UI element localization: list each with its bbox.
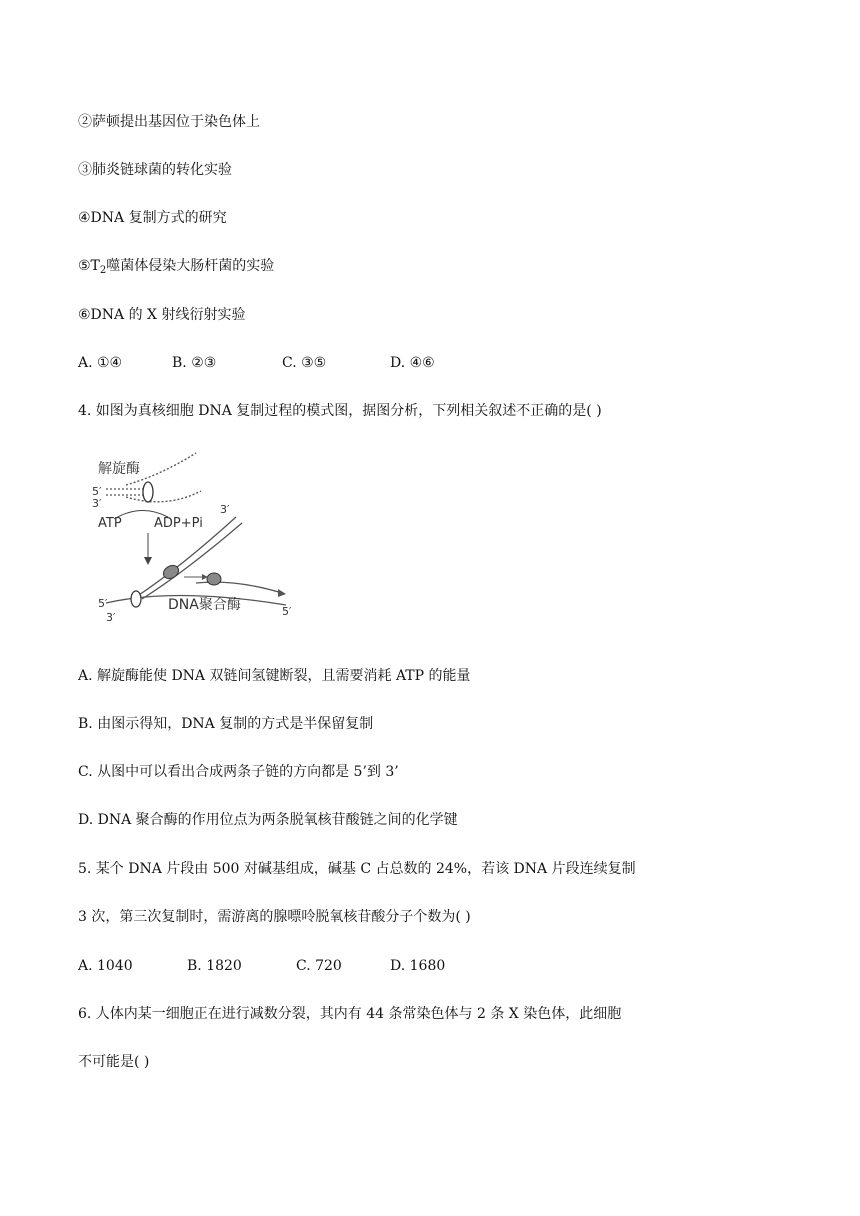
helicase-label: 解旋酶 xyxy=(98,461,140,477)
polymerase-label: DNA聚合酶 xyxy=(168,597,241,613)
statement-2: ②萨顿提出基因位于染色体上 xyxy=(78,114,260,130)
q5-option-c: C. 720 xyxy=(296,958,342,974)
q6-stem-line1: 6. 人体内某一细胞正在进行减数分裂，其内有 44 条常染色体与 2 条 X 染色体，此细胞 xyxy=(78,1006,622,1022)
template-strand-lower xyxy=(126,491,201,502)
polymerase-lower xyxy=(207,573,221,585)
adp-pi-label: ADP+Pi xyxy=(154,516,203,531)
statement-5-subscript: 2 xyxy=(99,265,107,276)
q5-stem-line1: 5. 某个 DNA 片段由 500 对碱基组成，碱基 C 占总数的 24%，若该 DNA 片段连续复制 xyxy=(78,861,636,877)
q3-option-b: B. ②③ xyxy=(172,355,217,371)
q4-stem: 4. 如图为真核细胞 DNA 复制过程的模式图，据图分析，下列相关叙述不正确的是( ) xyxy=(78,403,602,419)
statement-5-prefix: ⑤T xyxy=(78,258,100,274)
q5-stem-line2: 3 次，第三次复制时，需游离的腺嘌呤脱氧核苷酸分子个数为( ) xyxy=(78,909,471,925)
statement-4: ④DNA 复制方式的研究 xyxy=(78,210,227,226)
q5-option-d: D. 1680 xyxy=(390,958,446,974)
label-3prime-bottom: 3′ xyxy=(106,611,116,624)
label-5prime-bottom: 5′ xyxy=(98,597,108,610)
leading-daughter xyxy=(142,523,242,599)
q3-option-a: A. ①④ xyxy=(78,355,123,371)
q6-stem-line2: 不可能是( ) xyxy=(78,1054,150,1070)
q3-option-c: C. ③⑤ xyxy=(282,355,327,371)
q5-option-a: A. 1040 xyxy=(78,958,133,974)
q5-option-b: B. 1820 xyxy=(187,958,242,974)
helicase-shape xyxy=(143,482,153,502)
down-arrow-head xyxy=(144,557,152,565)
q4-option-d: D. DNA 聚合酶的作用位点为两条脱氧核苷酸链之间的化学键 xyxy=(78,812,458,828)
label-3prime-right: 3′ xyxy=(220,503,230,516)
statement-5-rest: 噬菌体侵染大肠杆菌的实验 xyxy=(106,258,275,274)
fork-ring xyxy=(131,591,141,607)
lagging-arrow xyxy=(278,589,286,597)
statement-6: ⑥DNA 的 X 射线衍射实验 xyxy=(78,307,246,323)
q4-option-c: C. 从图中可以看出合成两条子链的方向都是 5’到 3’ xyxy=(78,764,399,780)
label-3prime-top: 3′ xyxy=(92,497,102,510)
polymerase-upper xyxy=(161,563,181,581)
label-5prime-end: 5′ xyxy=(282,605,292,618)
q3-option-d: D. ④⑥ xyxy=(390,355,435,371)
statement-3: ③肺炎链球菌的转化实验 xyxy=(78,162,232,178)
q4-option-b: B. 由图示得知，DNA 复制的方式是半保留复制 xyxy=(78,716,374,732)
statement-5 xyxy=(78,256,274,281)
label-5prime-top: 5′ xyxy=(92,485,102,498)
q4-option-a: A. 解旋酶能使 DNA 双链间氢键断裂，且需要消耗 ATP 的能量 xyxy=(78,668,471,684)
dna-replication-diagram xyxy=(86,447,316,627)
atp-label: ATP xyxy=(98,516,122,531)
